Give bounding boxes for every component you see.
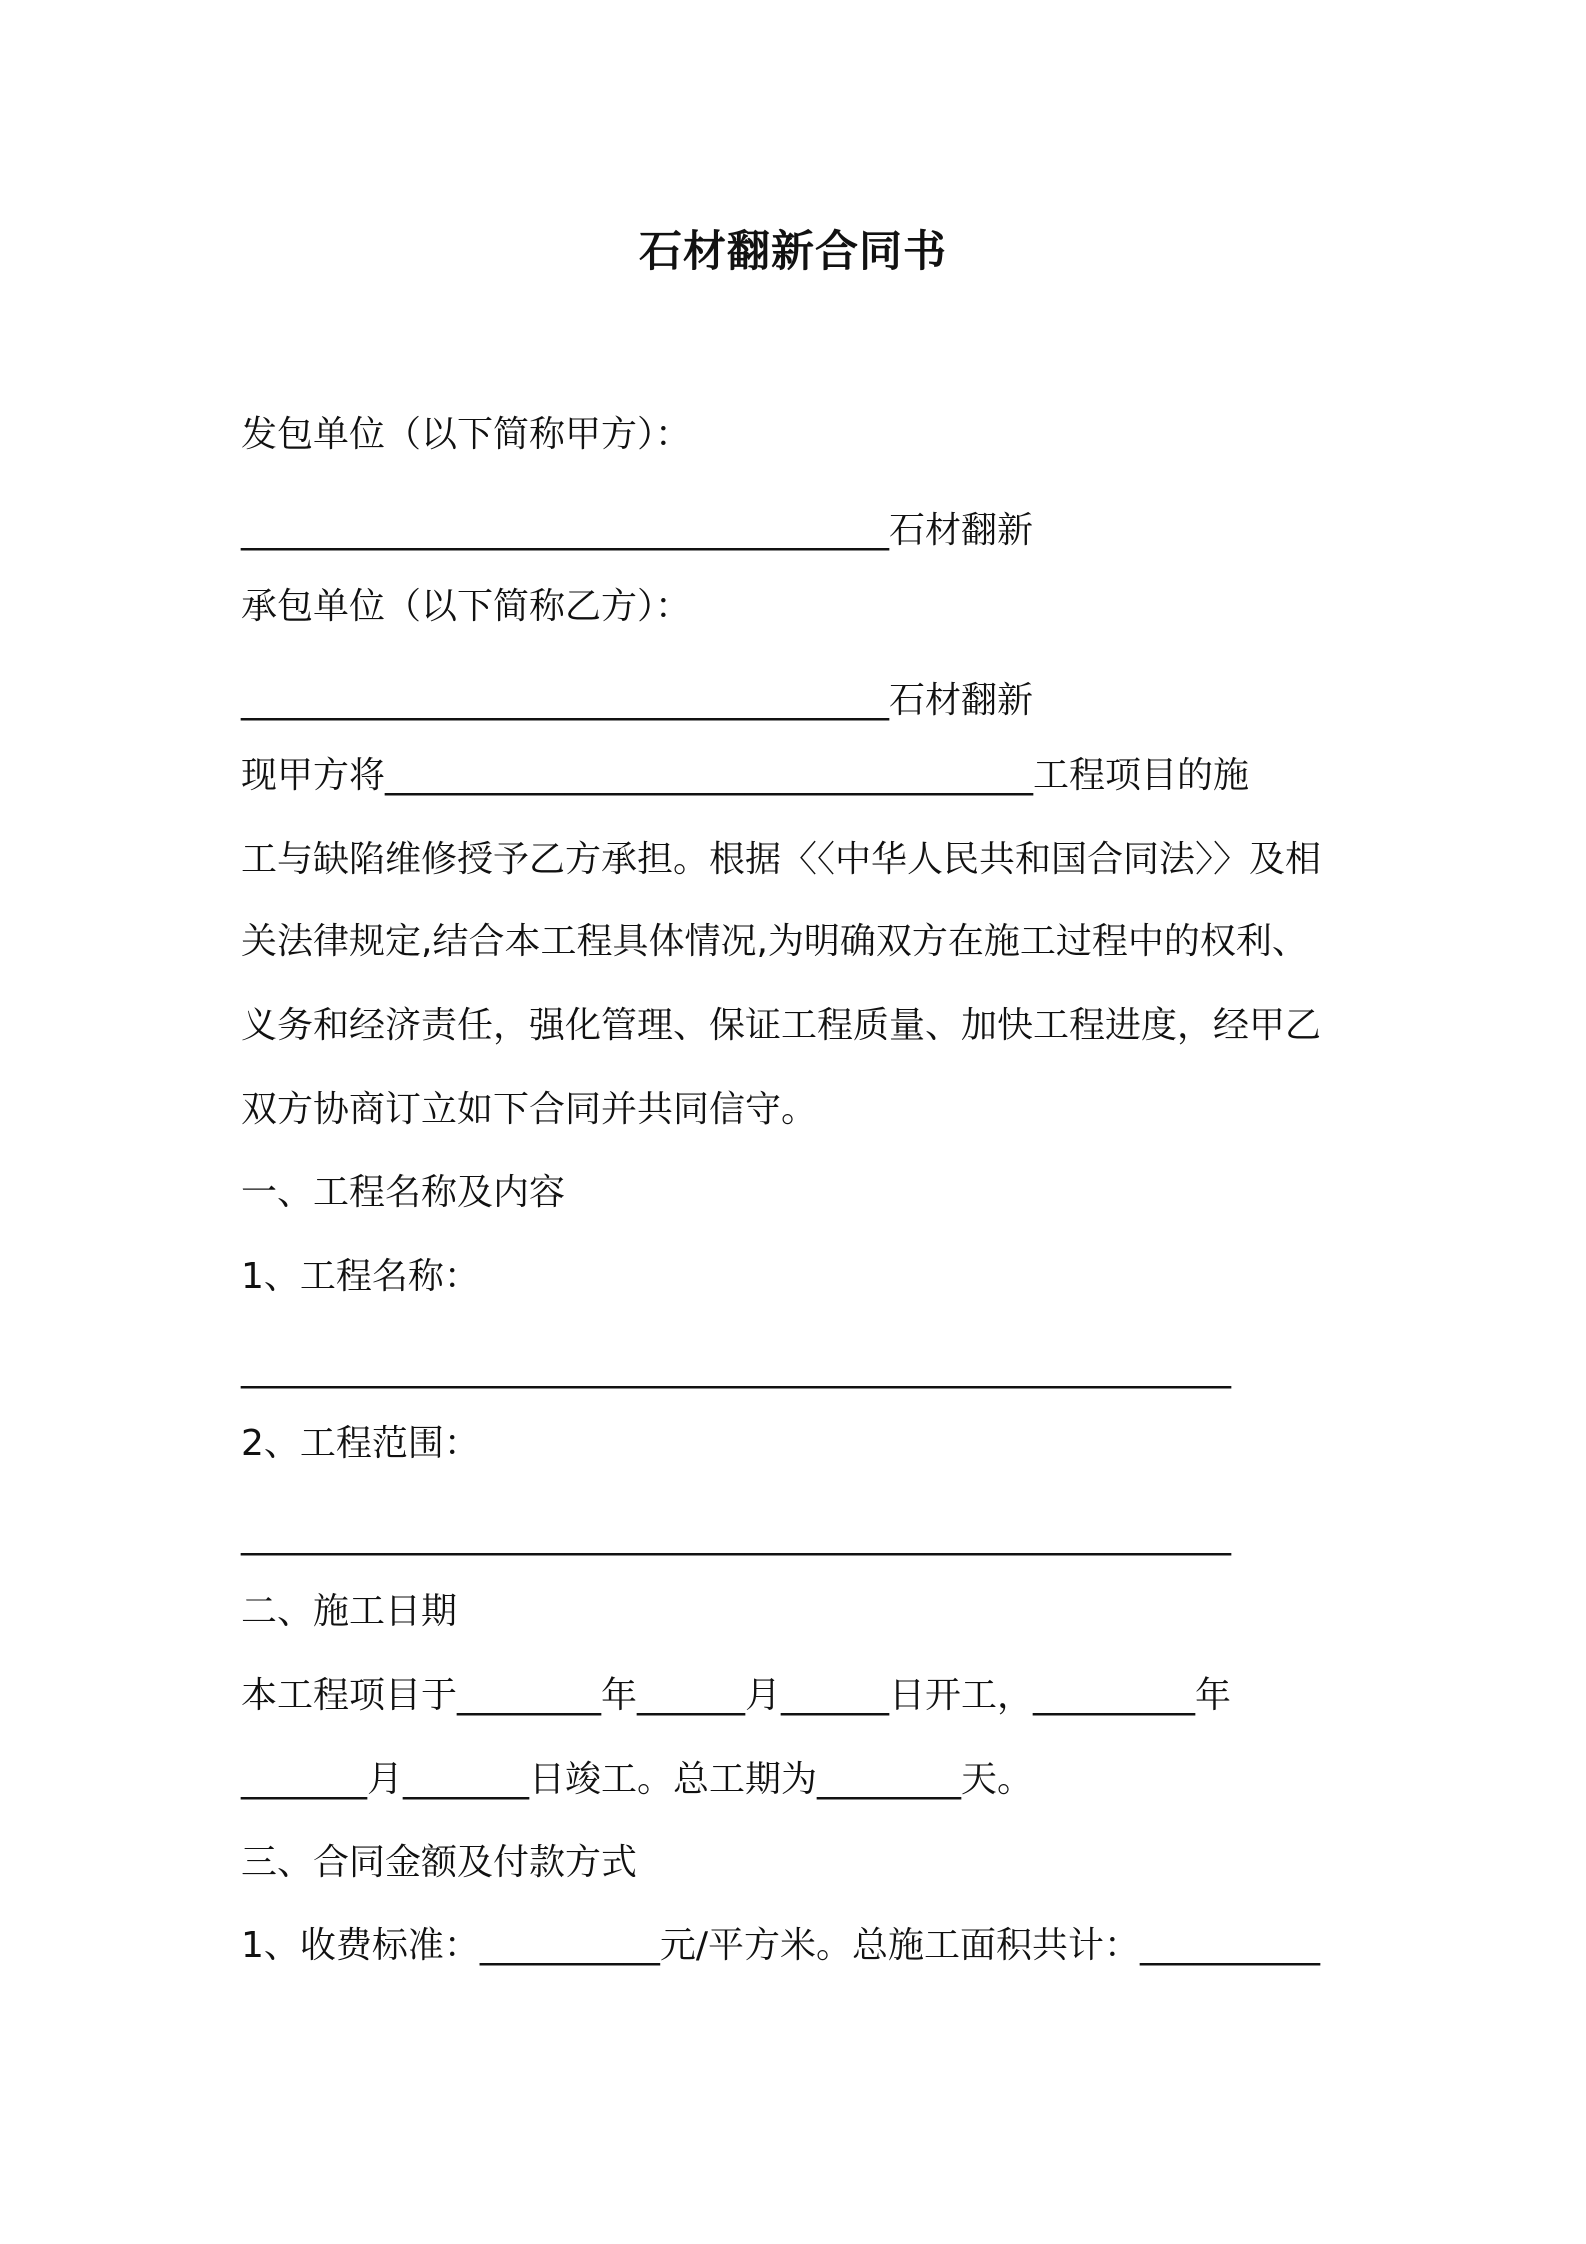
project-name-blank: _______________________________________________________ <box>241 1348 1231 1389</box>
schedule-line-2: _______月_______日竣工。总工期为________天。 <box>241 1759 1034 1800</box>
schedule-line-1: 本工程项目于________年______月______日开工，_________年 <box>241 1675 1232 1716</box>
preamble-line-3: 关法律规定,结合本工程具体情况,为明确双方在施工过程中的权利、 <box>241 921 1308 962</box>
project-scope-label: 2、工程范围： <box>241 1423 480 1464</box>
preamble-line-5: 双方协商订立如下合同并共同信守。 <box>241 1089 818 1130</box>
project-name-label: 1、工程名称： <box>241 1256 480 1297</box>
section-3-heading: 三、合同金额及付款方式 <box>241 1842 638 1883</box>
fee-standard-line: 1、收费标准：__________元/平方米。总施工面积共计：__________ <box>241 1925 1321 1966</box>
section-2-heading: 二、施工日期 <box>241 1591 458 1632</box>
preamble-line-4: 义务和经济责任，强化管理、保证工程质量、加快工程进度，经甲乙 <box>241 1005 1322 1046</box>
party-a-label: 发包单位（以下简称甲方）： <box>241 414 692 455</box>
document-title: 石材翻新合同书 <box>639 227 947 277</box>
preamble-line-2: 工与缺陷维修授予乙方承担。根据〈〈中华人民共和国合同法〉〉及相 <box>241 839 1322 880</box>
section-1-heading: 一、工程名称及内容 <box>241 1172 566 1213</box>
party-b-label: 承包单位（以下简称乙方）： <box>241 586 692 627</box>
project-scope-blank: _______________________________________________________ <box>241 1515 1231 1556</box>
preamble-line-1: 现甲方将____________________________________工程项目的施 <box>241 755 1250 796</box>
party-b-name-blank: ____________________________________石材翻新 <box>241 680 1034 721</box>
party-a-name-blank: ____________________________________石材翻新 <box>241 510 1034 551</box>
